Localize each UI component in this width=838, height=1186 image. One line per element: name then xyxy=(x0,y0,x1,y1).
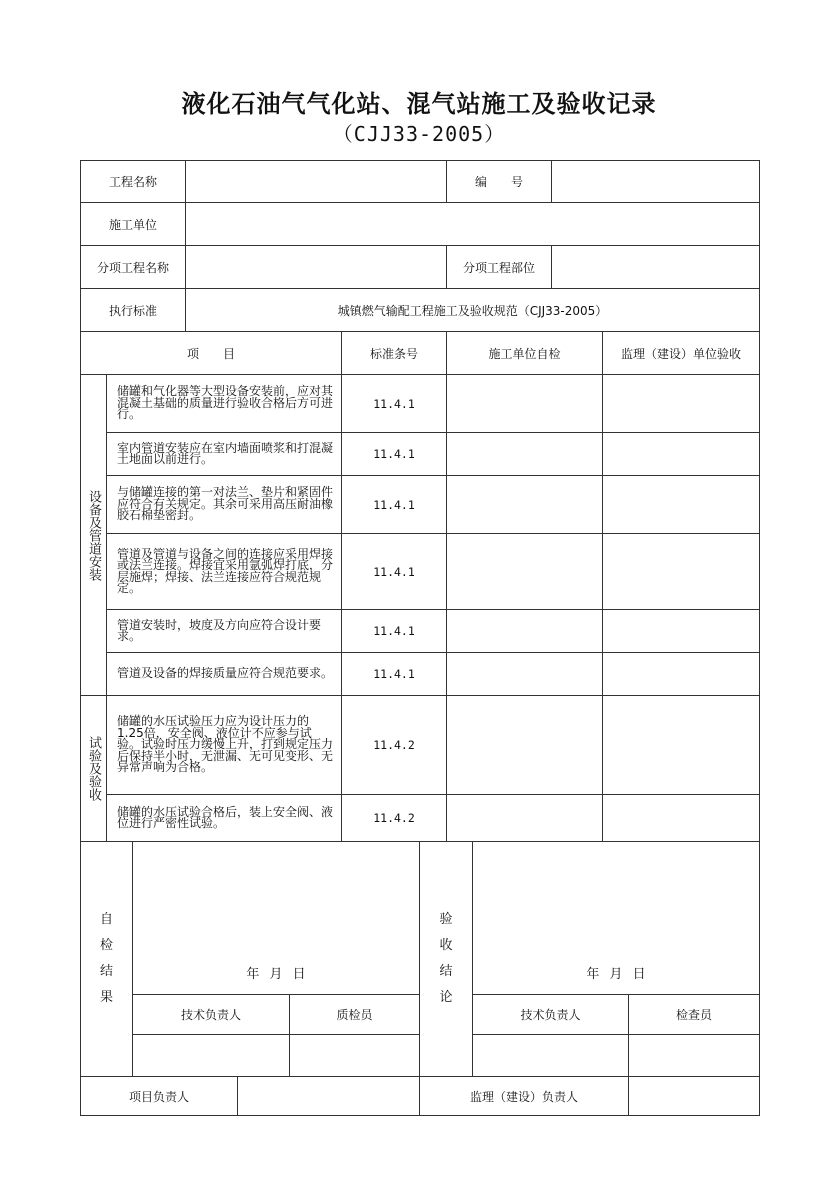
standard-value: 城镇燃气输配工程施工及验收规范（CJJ33-2005） xyxy=(185,288,760,332)
column-header-self-check: 施工单位自检 xyxy=(446,331,603,375)
self-check-date: 年 月 日 xyxy=(246,967,306,982)
item-requirement: 储罐的水压试验合格后，装上安全阀、液位进行严密性试验。 xyxy=(106,794,342,842)
number-field[interactable] xyxy=(551,160,760,203)
sub-project-part-field[interactable] xyxy=(551,245,760,289)
inspector-signature[interactable] xyxy=(628,1034,760,1077)
record-form xyxy=(80,160,760,1116)
contractor-field[interactable] xyxy=(185,202,760,246)
sub-project-part-label: 分项工程部位 xyxy=(446,245,552,289)
item-self-check-field[interactable] xyxy=(446,695,603,795)
item-clause: 11.4.1 xyxy=(341,475,447,534)
quality-inspector-signature[interactable] xyxy=(289,1034,420,1077)
item-supervisor-check-field[interactable] xyxy=(602,374,760,433)
item-self-check-field[interactable] xyxy=(446,609,603,653)
number-label: 编 号 xyxy=(446,160,552,203)
item-supervisor-check-field[interactable] xyxy=(602,533,760,610)
item-clause: 11.4.2 xyxy=(341,695,447,795)
item-supervisor-check-field[interactable] xyxy=(602,432,760,476)
item-requirement: 储罐的水压试验压力应为设计压力的1.25倍，安全阀、液位计不应参与试验。试验时压力缓慢上升，打到规定压力后保持半小时，无泄漏、无可见变形、无异常声响为合格。 xyxy=(106,695,342,795)
column-header-supervisor-check: 监理（建设）单位验收 xyxy=(602,331,760,375)
self-tech-lead-signature[interactable] xyxy=(132,1034,290,1077)
item-self-check-field[interactable] xyxy=(446,475,603,534)
item-clause: 11.4.1 xyxy=(341,533,447,610)
item-supervisor-check-field[interactable] xyxy=(602,794,760,842)
group-label-installation: 设备及管道安装 xyxy=(86,489,101,581)
column-header-item: 项 目 xyxy=(80,331,342,375)
inspector-label: 检查员 xyxy=(628,994,760,1035)
label-char: 收 xyxy=(439,938,453,953)
item-requirement: 管道及设备的焊接质量应符合规范要求。 xyxy=(106,652,342,696)
sub-project-field[interactable] xyxy=(185,245,447,289)
item-clause: 11.4.1 xyxy=(341,652,447,696)
group-cell-installation xyxy=(80,374,107,696)
item-requirement: 管道及管道与设备之间的连接应采用焊接或法兰连接。焊接宜采用氩弧焊打底，分层施焊；焊接、法兰连接应符合规范规定。 xyxy=(106,533,342,610)
item-clause: 11.4.1 xyxy=(341,374,447,433)
label-char: 自 xyxy=(99,912,113,927)
label-char: 果 xyxy=(99,990,113,1005)
label-char: 检 xyxy=(99,938,113,953)
group-cell-testing xyxy=(80,695,107,842)
item-supervisor-check-field[interactable] xyxy=(602,652,760,696)
item-clause: 11.4.1 xyxy=(341,432,447,476)
supervisor-manager-label: 监理（建设）负责人 xyxy=(419,1076,629,1116)
label-char: 结 xyxy=(99,964,113,979)
column-header-clause: 标准条号 xyxy=(341,331,447,375)
self-tech-lead-label: 技术负责人 xyxy=(132,994,290,1035)
self-check-result-field[interactable] xyxy=(132,841,420,995)
label-char: 验 xyxy=(439,912,453,927)
item-supervisor-check-field[interactable] xyxy=(602,609,760,653)
label-char: 论 xyxy=(439,990,453,1005)
quality-inspector-label: 质检员 xyxy=(289,994,420,1035)
item-supervisor-check-field[interactable] xyxy=(602,695,760,795)
acceptance-tech-lead-signature[interactable] xyxy=(472,1034,629,1077)
supervisor-manager-signature[interactable] xyxy=(628,1076,760,1116)
item-requirement: 管道安装时，坡度及方向应符合设计要求。 xyxy=(106,609,342,653)
label-char: 结 xyxy=(439,964,453,979)
standard-label: 执行标准 xyxy=(80,288,186,332)
item-requirement: 室内管道安装应在室内墙面喷浆和打混凝土地面以前进行。 xyxy=(106,432,342,476)
self-check-result-label xyxy=(80,841,133,1077)
item-clause: 11.4.1 xyxy=(341,609,447,653)
item-self-check-field[interactable] xyxy=(446,533,603,610)
item-self-check-field[interactable] xyxy=(446,432,603,476)
item-self-check-field[interactable] xyxy=(446,794,603,842)
item-clause: 11.4.2 xyxy=(341,794,447,842)
contractor-label: 施工单位 xyxy=(80,202,186,246)
acceptance-date: 年 月 日 xyxy=(586,967,646,982)
acceptance-conclusion-label xyxy=(419,841,473,1077)
group-label-testing: 试验及验收 xyxy=(86,736,101,801)
project-name-label: 工程名称 xyxy=(80,160,186,203)
item-requirement: 与储罐连接的第一对法兰、垫片和紧固件应符合有关规定。其余可采用高压耐油橡胶石棉垫密封。 xyxy=(106,475,342,534)
sub-project-label: 分项工程名称 xyxy=(80,245,186,289)
project-manager-signature[interactable] xyxy=(237,1076,420,1116)
project-name-field[interactable] xyxy=(185,160,447,203)
project-manager-label: 项目负责人 xyxy=(80,1076,238,1116)
acceptance-tech-lead-label: 技术负责人 xyxy=(472,994,629,1035)
page-title: 液化石油气气化站、混气站施工及验收记录 xyxy=(181,90,657,118)
item-supervisor-check-field[interactable] xyxy=(602,475,760,534)
acceptance-conclusion-field[interactable] xyxy=(472,841,760,995)
item-self-check-field[interactable] xyxy=(446,374,603,433)
item-requirement: 储罐和气化器等大型设备安装前，应对其混凝土基础的质量进行验收合格后方可进行。 xyxy=(106,374,342,433)
item-self-check-field[interactable] xyxy=(446,652,603,696)
page-subtitle: （CJJ33-2005） xyxy=(332,122,506,146)
